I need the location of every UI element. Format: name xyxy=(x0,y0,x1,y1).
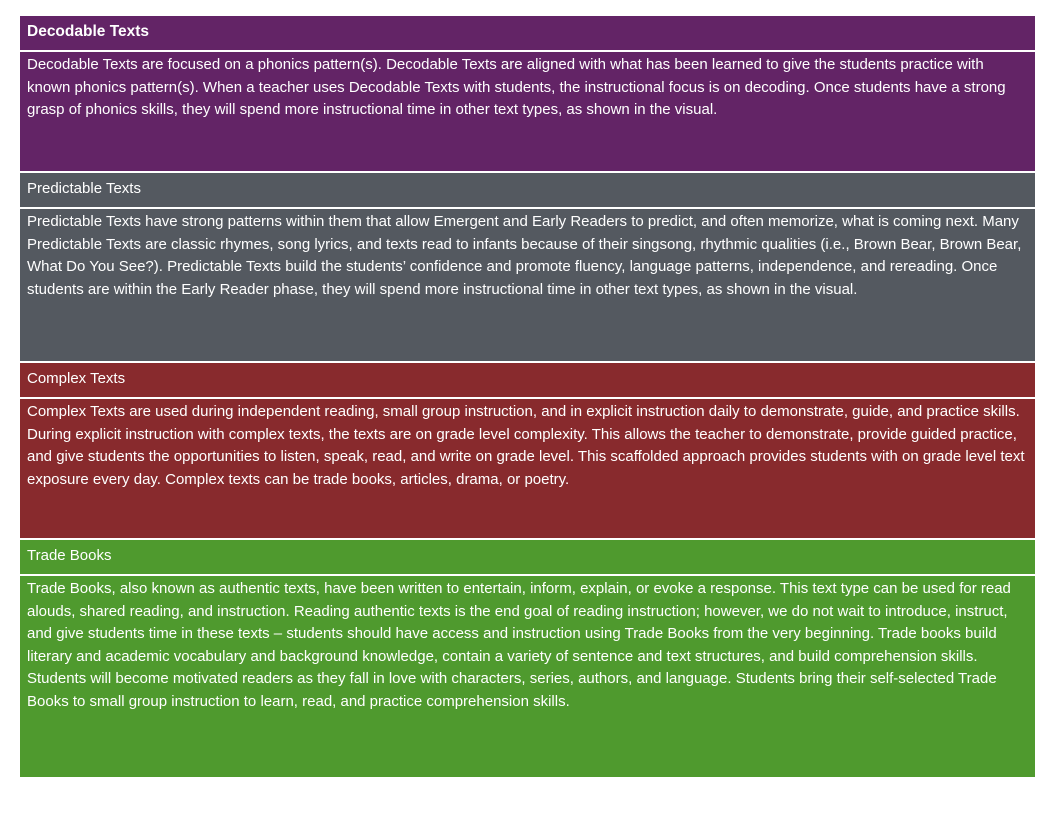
trade-books-description: Trade Books, also known as authentic texts, have been written to entertain, inform, explain, or evoke a response. This text type can be used for read alouds, shared reading, and instruction. Reading authentic texts is the end goal of reading instruction; however, we do not wait to introduce, instruct, and give students time in these texts – students should have access and instruction using Trade Books from the very beginning. Trade books build literary and academic vocabulary and background knowledge, contain a variety of sentence and text structures, and build comprehension skills. Students will become motivated readers as they fall in love with characters, series, authors, and language. Students bring their self-selected Trade Books to small group instruction to learn, read, and practice comprehension skills. xyxy=(20,576,1035,777)
trade-books-heading: Trade Books xyxy=(20,540,1035,576)
decodable-texts-description: Decodable Texts are focused on a phonics pattern(s). Decodable Texts are aligned with what has been learned to give the students practice with known phonics pattern(s). When a teacher uses Decodable Texts with students, the instructional focus is on decoding. Once students have a strong grasp of phonics skills, they will spend more instructional time in other text types, as shown in the visual. xyxy=(20,52,1035,173)
complex-texts-description: Complex Texts are used during independent reading, small group instruction, and in explicit instruction daily to demonstrate, guide, and practice skills. During explicit instruction with complex texts, the texts are on grade level complexity. This allows the teacher to demonstrate, provide guided practice, and give students the opportunities to listen, speak, read, and write on grade level. This scaffolded approach provides students with on grade level text exposure every day. Complex texts can be trade books, articles, drama, or poetry. xyxy=(20,399,1035,540)
complex-texts-heading: Complex Texts xyxy=(20,363,1035,399)
decodable-texts-heading: Decodable Texts xyxy=(20,16,1035,52)
predictable-texts-description: Predictable Texts have strong patterns within them that allow Emergent and Early Readers to predict, and often memorize, what is coming next. Many Predictable Texts are classic rhymes, song lyrics, and texts read to infants because of their singsong, rhythmic qualities (i.e., Brown Bear, Brown Bear, What Do You See?). Predictable Texts build the students’ confidence and promote fluency, language patterns, independence, and rereading. Once students are within the Early Reader phase, they will spend more instructional time in other text types, as shown in the visual. xyxy=(20,209,1035,363)
text-types-table xyxy=(20,16,1035,777)
predictable-texts-heading: Predictable Texts xyxy=(20,173,1035,209)
